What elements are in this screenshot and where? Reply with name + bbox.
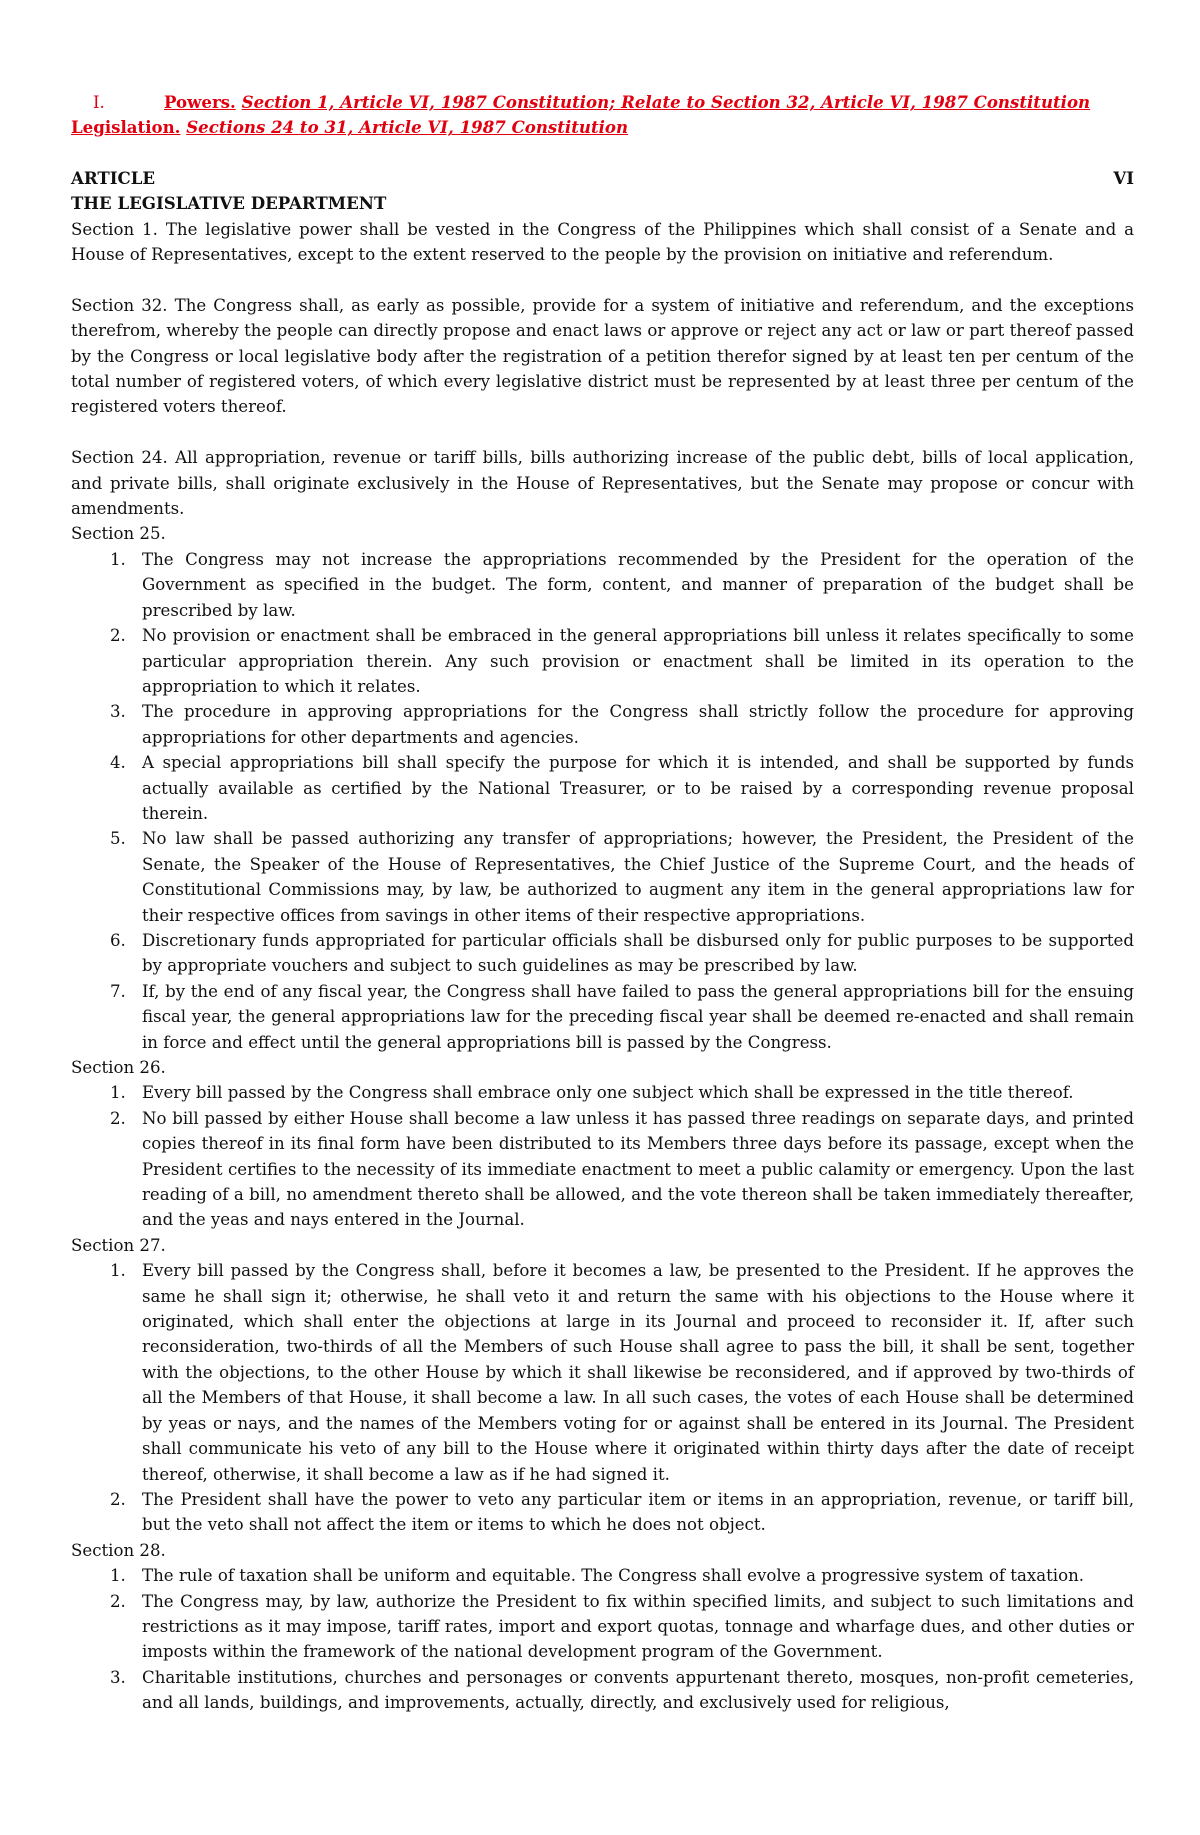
list-item: [71, 547, 1134, 623]
list-text: The Congress may, by law, authorize the President to fix within specified limits, and subject to such limitations and restrictions as it may impose, tariff rates, import and export quotas, tonnage and wharfage dues, and other duties or imposts within the framework of the national development program of the Government.: [142, 1591, 1134, 1662]
section-28-list: [71, 1563, 1134, 1715]
list-item: [71, 1563, 1134, 1588]
list-text: The Congress may not increase the appropriations recommended by the President for the operation of the Government as specified in the budget. The form, content, and manner of preparation of the budget shall be prescribed by law.: [142, 549, 1134, 620]
list-number: 2.: [110, 1591, 126, 1611]
section-25-label: Section 25.: [71, 524, 166, 544]
list-number: 1.: [110, 1083, 126, 1103]
outline-numeral: I.: [93, 93, 105, 112]
list-item: [71, 979, 1134, 1055]
section-1-text: The legislative power shall be vested in the Congress of the Philippines which shall consist of a Senate and a House of Representatives, except to the extent reserved to the people by the provision on initiative and referendum.: [71, 219, 1134, 265]
powers-heading-line: [71, 90, 1134, 115]
list-number: 1.: [110, 549, 126, 569]
article-heading: [71, 166, 1134, 191]
list-number: 2.: [110, 1489, 126, 1509]
list-number: 1.: [110, 1566, 126, 1586]
section-32: [71, 293, 1134, 420]
section-24-label: Section 24.: [71, 448, 168, 468]
section-27-list: [71, 1258, 1134, 1537]
section-32-text: The Congress shall, as early as possible, provide for a system of initiative and referendum, and the exceptions therefrom, whereby the people can directly propose and enact laws or approve or reject any act or law or part thereof passed by the Congress or local legislative body after the registration of a petition therefor signed by at least ten per centum of the total number of registered voters, of which every legislative district must be represented by at least three per centum of the registered voters thereof.: [71, 295, 1134, 417]
list-number: 6.: [110, 930, 126, 950]
list-item: [71, 750, 1134, 826]
powers-reference: Section 1, Article VI, 1987 Constitution; Relate to Section 32, Article VI, 1987 Constitution: [241, 92, 1091, 112]
list-item: [71, 1487, 1134, 1538]
list-number: 4.: [110, 753, 126, 773]
spacer: [71, 420, 1134, 445]
list-text: Every bill passed by the Congress shall, before it becomes a law, be presented to the President. If he approves the same he shall sign it; otherwise, he shall veto it and return the same with his objections to the House where it originated, which shall enter the objections at large in its Journal and proceed to reconsider it. If, after such reconsideration, two-thirds of all the Members of such House shall agree to pass the bill, it shall be sent, together with the objections, to the other House by which it shall likewise be reconsidered, and if approved by two-thirds of all the Members of that House, it shall become a law. In all such cases, the votes of each House shall be determined by yeas or nays, and the names of the Members voting for or against shall be entered in its Journal. The President shall communicate his veto of any bill to the House where it originated within thirty days after the date of receipt thereof, otherwise, it shall become a law as if he had signed it.: [142, 1261, 1134, 1484]
section-24: [71, 445, 1134, 521]
section-26-label: Section 26.: [71, 1058, 166, 1077]
list-number: 1.: [110, 1261, 126, 1281]
article-label: ARTICLE: [71, 167, 156, 188]
section-26-list: [71, 1080, 1134, 1232]
list-number: 5.: [110, 829, 126, 849]
spacer: [71, 267, 1134, 292]
list-text: The President shall have the power to veto any particular item or items in an appropriation, revenue, or tariff bill, but the veto shall not affect the item or items to which he does not object.: [142, 1489, 1134, 1535]
article-title: THE LEGISLATIVE DEPARTMENT: [71, 193, 387, 214]
legislation-heading-line: [71, 115, 1134, 140]
section-27-label: Section 27.: [71, 1235, 166, 1255]
section-1: [71, 217, 1134, 268]
section-1-label: Section 1.: [71, 219, 158, 239]
list-text: No law shall be passed authorizing any transfer of appropriations; however, the President, the President of the Senate, the Speaker of the House of Representatives, the Chief Justice of the Supreme Court, and the heads of Constitutional Commissions may, by law, be authorized to augment any item in the general appropriations law for their respective offices from savings in other items of their respective appropriations.: [142, 829, 1134, 925]
list-text: Discretionary funds appropriated for particular officials shall be disbursed only for public purposes to be supported by appropriate vouchers and subject to such guidelines as may be prescribed by law.: [142, 930, 1134, 976]
list-text: If, by the end of any fiscal year, the Congress shall have failed to pass the general appropriations bill for the ensuing fiscal year, the general appropriations law for the preceding fiscal year shall be deemed re-enacted and shall remain in force and effect until the general appropriations bill is passed by the Congress.: [142, 981, 1134, 1052]
list-text: No bill passed by either House shall become a law unless it has passed three readings on separate days, and printed copies thereof in its final form have been distributed to its Members three days before its passage, except when the President certifies to the necessity of its immediate enactment to meet a public calamity or emergency. Upon the last reading of a bill, no amendment thereto shall be allowed, and the vote thereon shall be taken immediately thereafter, and the yeas and nays entered in the Journal.: [142, 1108, 1134, 1230]
list-text: The rule of taxation shall be uniform and equitable. The Congress shall evolve a progressive system of taxation.: [142, 1566, 1085, 1586]
list-item: [71, 1258, 1134, 1487]
list-item: [71, 699, 1134, 750]
list-item: [71, 1106, 1134, 1233]
list-item: [71, 826, 1134, 928]
list-text: A special appropriations bill shall specify the purpose for which it is intended, and shall be supported by funds actually available as certified by the National Treasurer, or to be raised by a corresponding revenue proposal therein.: [142, 753, 1134, 823]
list-text: The procedure in approving appropriations for the Congress shall strictly follow the procedure for approving appropriations for other departments and agencies.: [142, 702, 1134, 747]
section-25-list: [71, 547, 1134, 1055]
list-number: 2.: [110, 1108, 126, 1128]
list-text: Every bill passed by the Congress shall embrace only one subject which shall be expressed in the title thereof.: [142, 1083, 1074, 1103]
list-item: [71, 1589, 1134, 1665]
list-number: 2.: [110, 626, 126, 646]
list-number: 3.: [110, 1667, 126, 1687]
outline-heading: [71, 90, 1134, 141]
list-item: [71, 623, 1134, 699]
list-text: Charitable institutions, churches and personages or convents appurtenant thereto, mosques, non-profit cemeteries, and all lands, buildings, and improvements, actually, directly, and exclusively used for religious,: [142, 1667, 1134, 1713]
powers-label: Powers.: [164, 92, 236, 112]
list-number: 7.: [110, 981, 126, 1001]
article-number: VI: [1113, 167, 1134, 188]
list-number: 3.: [110, 702, 126, 722]
section-32-label: Section 32.: [71, 295, 168, 315]
legislation-label: Legislation.: [71, 117, 181, 138]
list-text: No provision or enactment shall be embraced in the general appropriations bill unless it relates specifically to some particular appropriation therein. Any such provision or enactment shall be limited in its operation to the appropriation to which it relates.: [142, 626, 1134, 696]
legislation-reference: Sections 24 to 31, Article VI, 1987 Constitution: [186, 117, 629, 138]
list-item: [71, 928, 1134, 979]
section-24-text: All appropriation, revenue or tariff bills, bills authorizing increase of the public debt, bills of local application, and private bills, shall originate exclusively in the House of Representatives, but the Senate may propose or concur with amendments.: [71, 448, 1134, 519]
section-28-label: Section 28.: [71, 1540, 166, 1560]
list-item: [71, 1080, 1134, 1105]
list-item: [71, 1665, 1134, 1716]
